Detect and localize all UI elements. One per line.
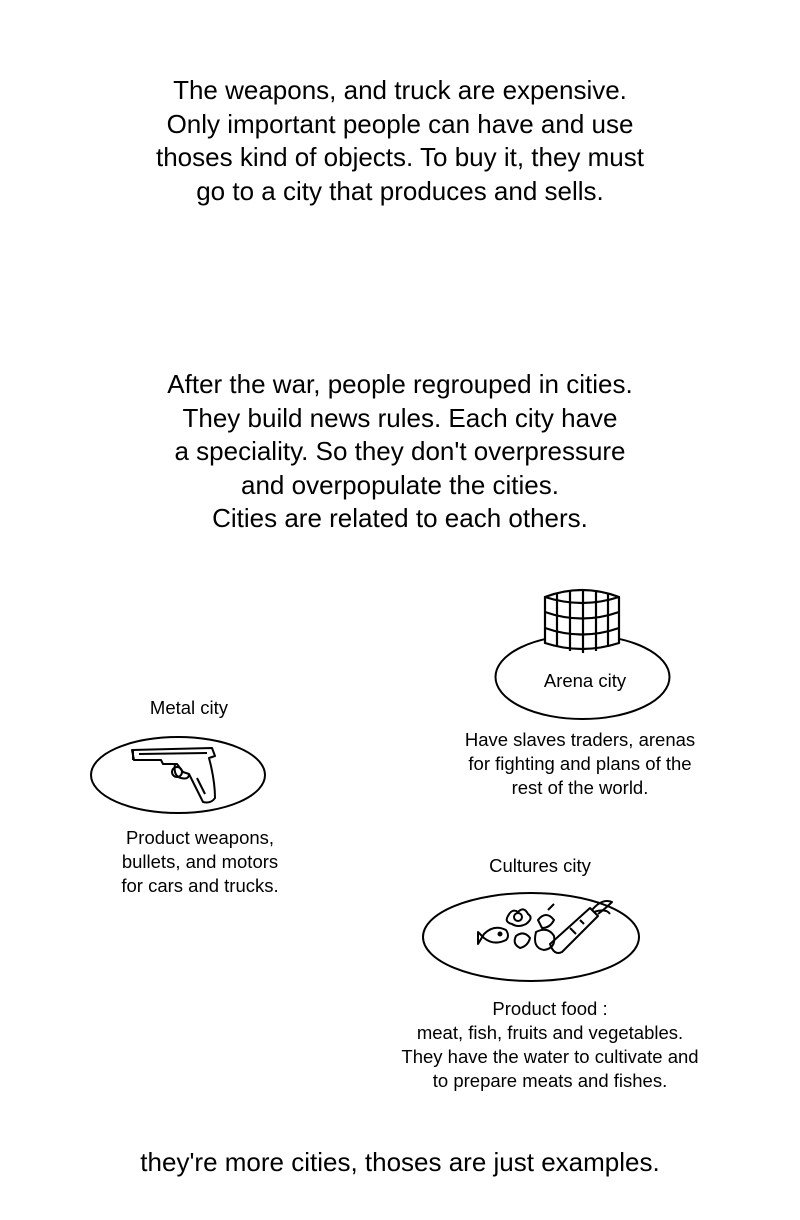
cultures-city-description bbox=[340, 997, 760, 1093]
food-icon bbox=[478, 901, 612, 953]
war-line: a speciality. So they don't overpressure bbox=[174, 436, 626, 466]
cultures-city-illustration bbox=[420, 890, 642, 984]
war-line: Cities are related to each others. bbox=[212, 503, 588, 533]
cultures-desc-line: meat, fish, fruits and vegetables. bbox=[416, 1022, 684, 1043]
arena-city-description bbox=[420, 728, 740, 800]
metal-desc-line: bullets, and motors bbox=[121, 851, 279, 872]
arena-desc-line: Have slaves traders, arenas bbox=[464, 729, 696, 750]
metal-city-illustration bbox=[89, 734, 269, 816]
intro-paragraph bbox=[0, 74, 800, 208]
footer-note: they're more cities, thoses are just examples. bbox=[140, 1147, 660, 1177]
war-line: After the war, people regrouped in cities. bbox=[167, 369, 633, 399]
arena-desc-line: for fighting and plans of the bbox=[468, 753, 692, 774]
arena-tower-icon bbox=[545, 589, 619, 653]
intro-line: go to a city that produces and sells. bbox=[196, 175, 604, 206]
cultures-desc-line: They have the water to cultivate and bbox=[401, 1046, 699, 1067]
pistol-icon bbox=[132, 748, 215, 803]
arena-city-illustration bbox=[490, 585, 675, 725]
arena-city-label: Arena city bbox=[543, 670, 627, 691]
cultures-city-label: Cultures city bbox=[489, 855, 591, 876]
metal-desc-line: Product weapons, bbox=[125, 827, 275, 848]
intro-line: Only important people can have and use bbox=[166, 108, 634, 139]
war-line: and overpopulate the cities. bbox=[241, 469, 559, 500]
metal-city-label: Metal city bbox=[149, 697, 229, 718]
arena-desc-line: rest of the world. bbox=[511, 777, 649, 798]
cultures-desc-line: Product food : bbox=[492, 998, 608, 1019]
cultures-desc-line: to prepare meats and fishes. bbox=[432, 1070, 668, 1091]
intro-line: The weapons, and truck are expensive. bbox=[173, 75, 627, 105]
war-line: They build news rules. Each city have bbox=[182, 402, 618, 433]
metal-desc-line: for cars and trucks. bbox=[121, 875, 279, 896]
metal-city-description bbox=[60, 826, 340, 898]
intro-line: thoses kind of objects. To buy it, they must bbox=[156, 142, 644, 172]
war-paragraph bbox=[0, 368, 800, 536]
